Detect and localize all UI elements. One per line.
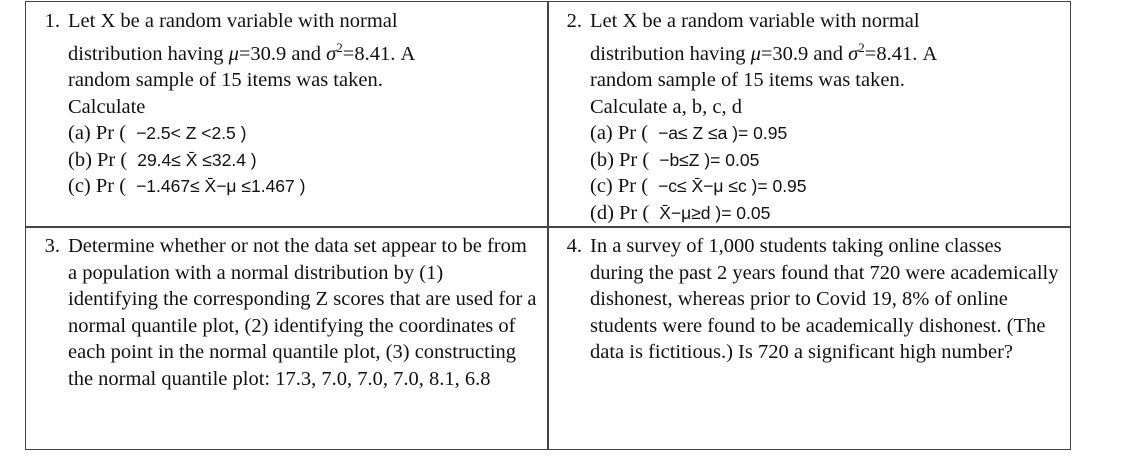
q1-part-c: [68, 173, 538, 200]
q1-line-3: random sample of 15 items was taken.: [68, 69, 383, 92]
q1-part-a: [68, 120, 538, 147]
q1-sigma-symbol: σ: [326, 42, 337, 65]
question-2: [566, 8, 1060, 227]
question-3: [44, 233, 538, 393]
q2-exponent: 2: [858, 39, 865, 55]
q2-line-2-pre: distribution having: [590, 42, 751, 65]
q1-part-b-expression: 29.4≤ X̄ ≤32.4 ): [137, 149, 257, 170]
problem-table: [25, 1, 1071, 450]
q2-part-d-expression: X̄−μ≥d )= 0.05: [659, 202, 771, 223]
question-2-number: 2.: [566, 10, 582, 32]
q1-exponent: 2: [336, 39, 343, 55]
q2-line-2-mid: =30.9 and: [760, 42, 849, 65]
q2-line-3: random sample of 15 items was taken.: [590, 69, 905, 92]
q1-part-a-expression: −2.5< Z <2.5 ): [136, 123, 247, 144]
question-4: [566, 233, 1060, 366]
question-1-number: 1.: [44, 10, 60, 32]
q2-line-1: Let X be a random variable with normal: [590, 10, 920, 32]
question-4-number: 4.: [566, 235, 582, 257]
q2-part-b: [590, 147, 1060, 174]
q2-sigma-symbol: σ: [848, 42, 859, 65]
q2-part-a: [590, 120, 1060, 147]
q2-part-b-expression: −b≤Z )= 0.05: [659, 149, 760, 170]
question-3-number: 3.: [44, 235, 60, 257]
q2-line-4: Calculate a, b, c, d: [590, 95, 742, 118]
q2-line-2: [590, 35, 1060, 67]
q1-mu-symbol: μ: [228, 42, 239, 65]
q2-part-c: [590, 173, 1060, 200]
q2-part-b-label: (b) Pr (: [590, 148, 650, 171]
q2-part-a-expression: −a≤ Z ≤a )= 0.95: [658, 123, 788, 144]
q2-part-d: [590, 200, 1060, 227]
q1-line-4: Calculate: [68, 95, 146, 118]
q2-part-c-label: (c) Pr (: [590, 175, 649, 198]
q1-part-c-expression: −1.467≤ X̄−μ ≤1.467 ): [136, 176, 306, 197]
q2-part-d-label: (d) Pr (: [590, 201, 650, 224]
q2-line-2-post: =8.41. A: [864, 42, 938, 65]
q1-part-b: [68, 147, 538, 174]
q1-line-2: [68, 35, 538, 67]
q1-part-b-label: (b) Pr (: [68, 148, 128, 171]
question-3-text: Determine whether or not the data set appear to be from a population with a normal distribution by (1) identifying the corresponding Z scores that are used for a normal quantile plot, (2) identifying the coordinates of each point in the normal quantile plot, (3) constructing the normal quantile plot: 17.3, 7.0, 7.0, 7.0, 8.1, 6.8: [68, 235, 537, 390]
q1-line-2-pre: distribution having: [68, 42, 229, 65]
q2-part-a-label: (a) Pr (: [590, 122, 649, 145]
q1-line-2-mid: =30.9 and: [238, 42, 327, 65]
question-4-text: In a survey of 1,000 students taking online classes during the past 2 years found that 720 were academically dishonest, whereas prior to Covid 19, 8% of online students were found to be academically dishonest. (The data is fictitious.) Is 720 a significant high number?: [590, 235, 1059, 364]
q1-line-2-post: =8.41. A: [342, 42, 416, 65]
q1-part-a-label: (a) Pr (: [68, 122, 127, 145]
q2-mu-symbol: μ: [750, 42, 761, 65]
q1-line-1: Let X be a random variable with normal: [68, 10, 398, 32]
q2-part-c-expression: −c≤ X̄−μ ≤c )= 0.95: [658, 176, 807, 197]
question-1: [44, 8, 538, 200]
q1-part-c-label: (c) Pr (: [68, 175, 127, 198]
